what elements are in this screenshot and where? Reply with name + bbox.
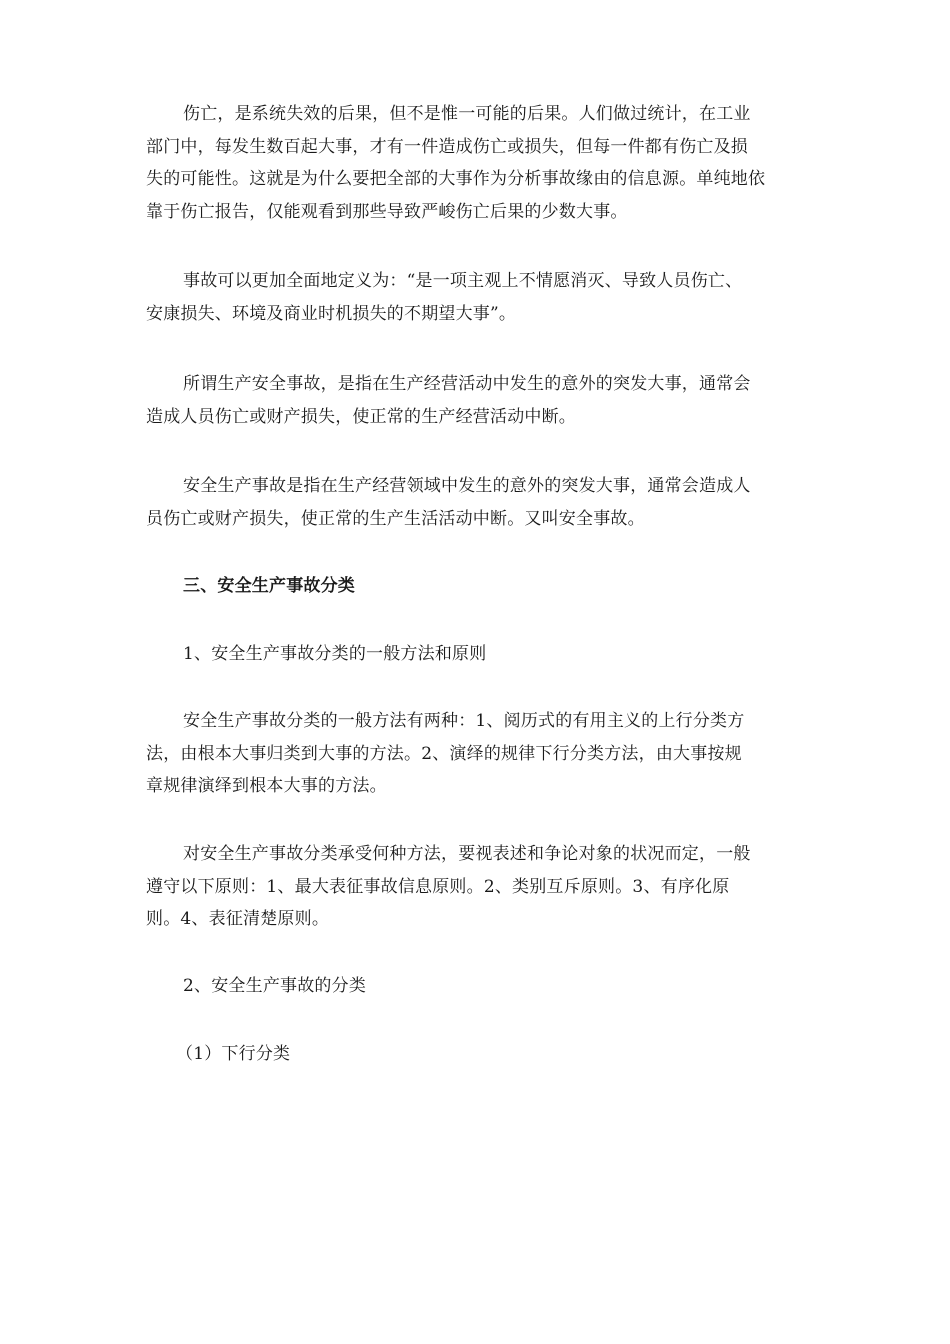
subsection-heading-1 <box>146 638 810 671</box>
subsection-title: 2、安全生产事故的分类 <box>183 976 367 996</box>
text-line: 安全生产事故分类的一般方法有两种：1、阅历式的有用主义的上行分类方 <box>183 711 745 731</box>
paragraph-classification-methods <box>146 705 810 803</box>
paragraph-classification-principles <box>146 838 810 936</box>
subsection-heading-2 <box>146 970 810 1003</box>
text-line: 法，由根本大事归类到大事的方法。2、演绎的规律下行分类方法，由大事按规 <box>146 743 742 764</box>
paragraph-accident-definition <box>146 265 810 330</box>
section-heading <box>146 570 810 603</box>
text-line: 章规律演绎到根本大事的方法。 <box>146 776 387 796</box>
paragraph-casualty <box>146 98 810 228</box>
text-line: 所谓生产安全事故，是指在生产经营活动中发生的意外的突发大事，通常会 <box>183 374 751 394</box>
paragraph-safety-production-accident <box>146 470 810 535</box>
paragraph-production-safety-accident <box>146 368 810 433</box>
text-line: 伤亡，是系统失效的后果，但不是惟一可能的后果。人们做过统计，在工业 <box>183 104 751 124</box>
text-line: 安康损失、环境及商业时机损失的不期望大事”。 <box>146 303 517 324</box>
text-line: 对安全生产事故分类承受何种方法，要视表述和争论对象的状况而定，一般 <box>183 844 751 864</box>
text-line: 靠于伤亡报告，仅能观看到那些导致严峻伤亡后果的少数大事。 <box>146 201 628 222</box>
text-line: 造成人员伤亡或财产损失，使正常的生产经营活动中断。 <box>146 406 576 427</box>
text-line: 员伤亡或财产损失，使正常的生产生活活动中断。又叫安全事故。 <box>146 508 645 529</box>
text-line: 失的可能性。这就是为什么要把全部的大事作为分析事故缘由的信息源。单纯地依 <box>146 169 766 189</box>
text-line: 事故可以更加全面地定义为：“是一项主观上不情愿消灭、导致人员伤亡、 <box>183 271 743 291</box>
text-line: 安全生产事故是指在生产经营领域中发生的意外的突发大事，通常会造成人 <box>183 476 751 496</box>
section-title: 三、安全生产事故分类 <box>183 576 355 596</box>
text-line: 遵守以下原则：1、最大表征事故信息原则。2、类别互斥原则。3、有序化原 <box>146 876 730 897</box>
subsection-title: （1）下行分类 <box>176 1044 291 1064</box>
subsection-title: 1、安全生产事故分类的一般方法和原则 <box>183 644 487 664</box>
text-line: 则。4、表征清楚原则。 <box>146 909 330 929</box>
subsection-heading-3 <box>146 1038 810 1071</box>
text-line: 部门中，每发生数百起大事，才有一件造成伤亡或损失，但每一件都有伤亡及损 <box>146 136 748 157</box>
